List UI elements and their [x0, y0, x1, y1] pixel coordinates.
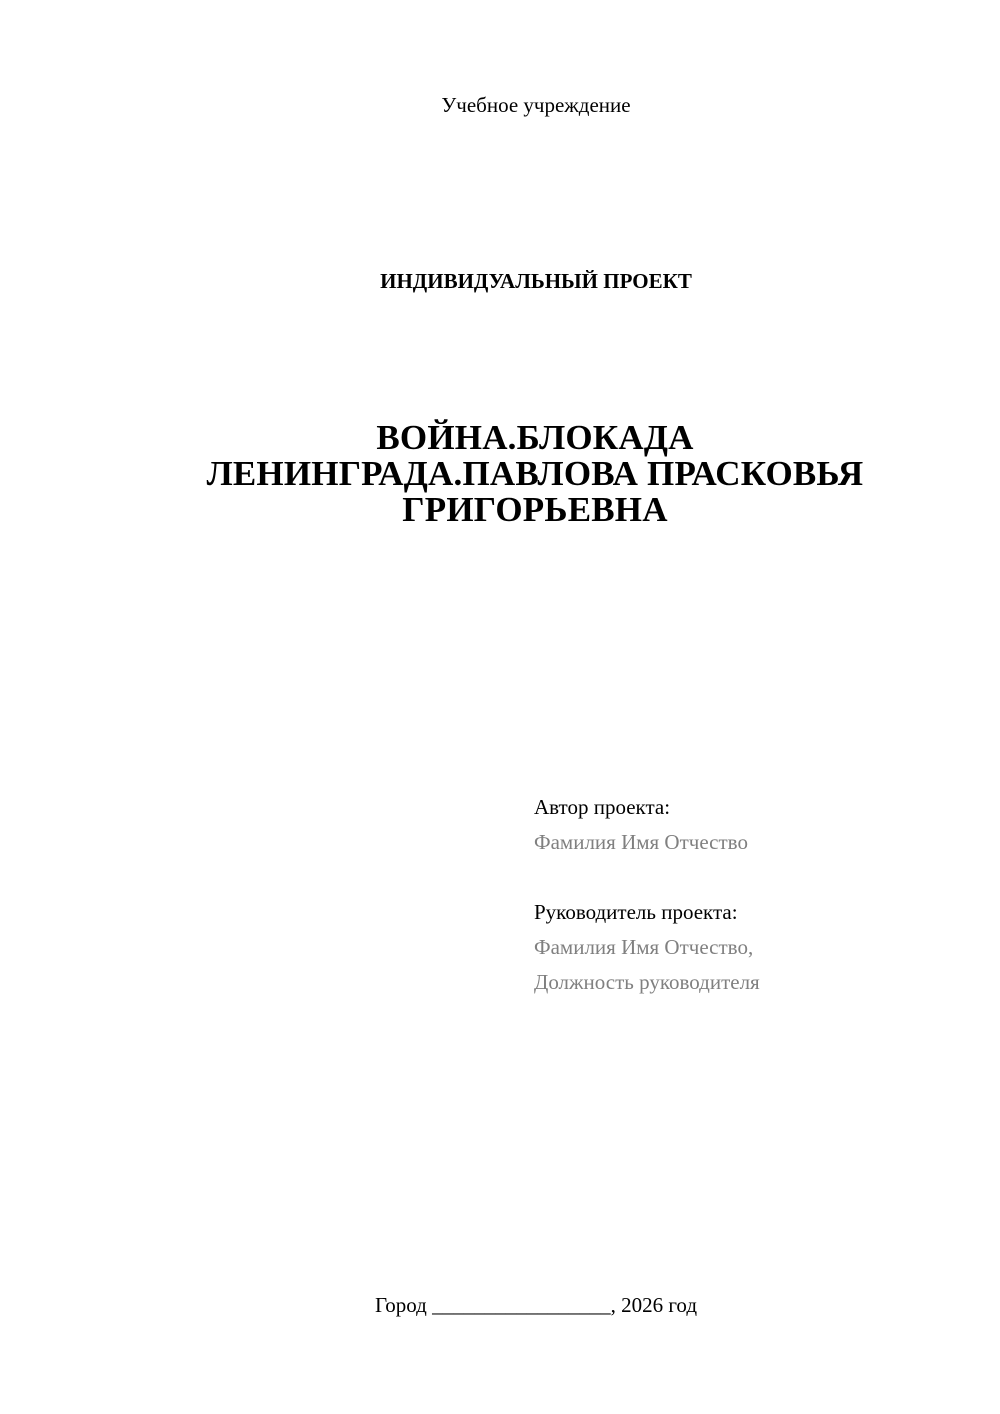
year-text: , 2026 год [610, 1293, 698, 1317]
project-title-line: ГРИГОРЬЕВНА [402, 490, 668, 529]
document-type-heading: ИНДИВИДУАЛЬНЫЙ ПРОЕКТ [380, 269, 692, 293]
city-label: Город [374, 1293, 427, 1317]
credits-block [534, 790, 954, 1000]
supervisor-name: Фамилия Имя Отчество, [534, 935, 754, 959]
spacer [534, 860, 954, 895]
project-title [110, 420, 960, 528]
supervisor-position: Должность руководителя [534, 970, 760, 994]
institution-name: Учебное учреждение [441, 93, 631, 117]
author-label: Автор проекта: [534, 795, 671, 819]
supervisor-label: Руководитель проекта: [534, 900, 738, 924]
project-title-line: ВОЙНА.БЛОКАДА [376, 418, 694, 457]
city-blank: _________________ [432, 1293, 611, 1317]
author-name: Фамилия Имя Отчество [534, 830, 748, 854]
city-year-line [0, 1290, 1000, 1320]
project-title-line: ЛЕНИНГРАДА.ПАВЛОВА ПРАСКОВЬЯ [206, 454, 864, 493]
